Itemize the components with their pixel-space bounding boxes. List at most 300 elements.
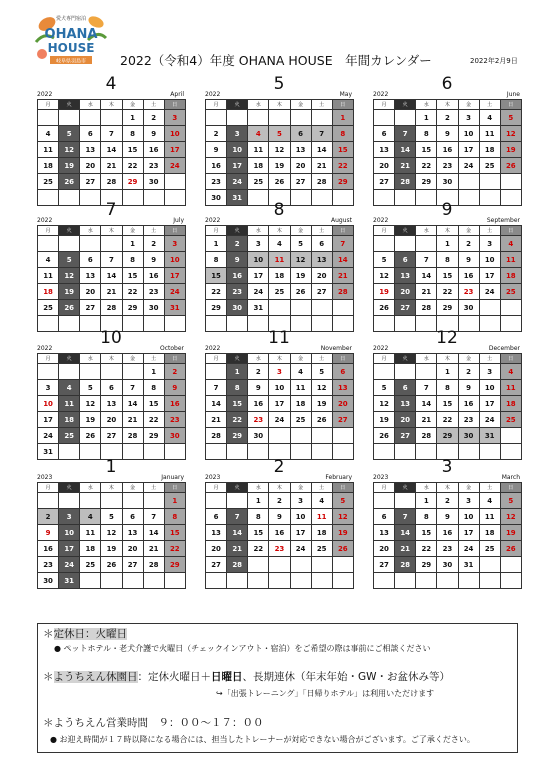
- week-row: [374, 158, 522, 174]
- day-cell: 10: [458, 126, 479, 142]
- weekday-header: 土: [311, 100, 332, 110]
- day-cell: 26: [59, 300, 80, 316]
- day-cell: 5: [269, 126, 290, 142]
- day-cell: 18: [500, 396, 521, 412]
- month-header: [373, 328, 521, 353]
- day-cell: 24: [248, 284, 269, 300]
- day-cell: [479, 174, 500, 190]
- day-cell: 19: [374, 412, 395, 428]
- day-cell: 22: [416, 158, 437, 174]
- weekday-header: 水: [416, 100, 437, 110]
- day-cell: 24: [164, 158, 185, 174]
- weekday-header: 火: [395, 226, 416, 236]
- day-cell: 2: [206, 126, 227, 142]
- weekday-header-row: [38, 483, 186, 493]
- day-cell: 5: [80, 380, 101, 396]
- weekday-header: 金: [458, 226, 479, 236]
- month-header: [205, 74, 353, 99]
- weekday-header-row: [206, 483, 354, 493]
- weekday-header: 土: [311, 354, 332, 364]
- day-cell: 10: [38, 396, 59, 412]
- weekday-header: 月: [206, 483, 227, 493]
- day-cell: 30: [38, 573, 59, 589]
- weekday-header: 木: [101, 100, 122, 110]
- day-cell: 26: [500, 541, 521, 557]
- week-row: [38, 428, 186, 444]
- day-cell: 15: [248, 525, 269, 541]
- weekday-header: 月: [38, 354, 59, 364]
- document-date: 2022年2月9日: [470, 57, 518, 65]
- day-cell: 22: [416, 541, 437, 557]
- weekday-header: 月: [38, 226, 59, 236]
- month-table: [373, 99, 522, 206]
- day-cell: 21: [227, 541, 248, 557]
- day-cell: 26: [374, 428, 395, 444]
- weekday-header: 土: [479, 483, 500, 493]
- day-cell: [374, 110, 395, 126]
- month-name: October: [159, 345, 184, 352]
- month-table: [37, 353, 186, 460]
- closed-day-star: ＊: [43, 628, 54, 640]
- day-cell: 9: [206, 142, 227, 158]
- day-cell: 7: [227, 509, 248, 525]
- weekday-header: 日: [332, 483, 353, 493]
- week-row: [206, 252, 354, 268]
- weekday-header: 土: [479, 354, 500, 364]
- day-cell: [38, 110, 59, 126]
- day-cell: 29: [416, 557, 437, 573]
- week-row: [374, 525, 522, 541]
- day-cell: 14: [206, 396, 227, 412]
- day-cell: 9: [458, 252, 479, 268]
- day-cell: 14: [311, 142, 332, 158]
- day-cell: [311, 557, 332, 573]
- month-name: January: [161, 474, 184, 481]
- day-cell: 2: [143, 236, 164, 252]
- day-cell: 22: [122, 158, 143, 174]
- closed-day-title: 定休日：火曜日: [53, 628, 127, 640]
- logo-line2: OHANA: [44, 27, 98, 42]
- day-cell: 29: [227, 428, 248, 444]
- day-cell: 8: [122, 126, 143, 142]
- week-row: [38, 364, 186, 380]
- weekday-header: 土: [143, 354, 164, 364]
- day-cell: 30: [143, 174, 164, 190]
- day-cell: [143, 573, 164, 589]
- month-header: [37, 74, 185, 99]
- day-cell: 17: [164, 268, 185, 284]
- day-cell: 16: [269, 525, 290, 541]
- month-table: [373, 482, 522, 589]
- day-cell: 27: [290, 174, 311, 190]
- day-cell: 22: [227, 412, 248, 428]
- week-row: [206, 493, 354, 509]
- day-cell: [332, 300, 353, 316]
- weekday-header: 木: [269, 354, 290, 364]
- month-number: 8: [273, 200, 285, 220]
- day-cell: [395, 573, 416, 589]
- day-cell: [290, 428, 311, 444]
- day-cell: 6: [374, 126, 395, 142]
- month-calendar: [205, 200, 353, 332]
- day-cell: 24: [59, 557, 80, 573]
- notes-box: [37, 623, 518, 753]
- weekday-header-row: [38, 226, 186, 236]
- day-cell: 22: [332, 158, 353, 174]
- month-table: [373, 353, 522, 460]
- day-cell: 23: [143, 158, 164, 174]
- day-cell: 13: [332, 380, 353, 396]
- week-row: [38, 412, 186, 428]
- day-cell: 3: [164, 236, 185, 252]
- day-cell: 25: [269, 284, 290, 300]
- kinder-closed-heading: [43, 669, 450, 684]
- weekday-header: 土: [143, 100, 164, 110]
- day-cell: 23: [38, 557, 59, 573]
- week-row: [374, 284, 522, 300]
- week-row: [38, 300, 186, 316]
- day-cell: 24: [458, 541, 479, 557]
- weekday-header: 水: [80, 100, 101, 110]
- day-cell: 25: [59, 428, 80, 444]
- day-cell: 14: [395, 142, 416, 158]
- day-cell: 21: [206, 412, 227, 428]
- day-cell: 1: [437, 364, 458, 380]
- day-cell: 19: [290, 268, 311, 284]
- day-cell: [374, 573, 395, 589]
- month-number: 7: [105, 200, 117, 220]
- day-cell: 27: [374, 557, 395, 573]
- day-cell: 15: [206, 268, 227, 284]
- weekday-header: 月: [206, 226, 227, 236]
- weekday-header: 火: [395, 354, 416, 364]
- week-row: [38, 573, 186, 589]
- day-cell: 28: [101, 174, 122, 190]
- day-cell: 31: [164, 300, 185, 316]
- day-cell: 24: [269, 412, 290, 428]
- weekday-header: 土: [311, 226, 332, 236]
- day-cell: [227, 573, 248, 589]
- weekday-header-row: [38, 354, 186, 364]
- day-cell: 17: [479, 268, 500, 284]
- day-cell: 12: [80, 396, 101, 412]
- weekday-header: 木: [269, 100, 290, 110]
- day-cell: [101, 493, 122, 509]
- week-row: [206, 142, 354, 158]
- month-calendar: [373, 200, 521, 332]
- month-header: [373, 74, 521, 99]
- weekday-header: 日: [332, 100, 353, 110]
- day-cell: 7: [143, 509, 164, 525]
- weekday-header: 日: [164, 354, 185, 364]
- weekday-header: 土: [143, 226, 164, 236]
- day-cell: 17: [290, 525, 311, 541]
- weekday-header: 日: [164, 100, 185, 110]
- weekday-header: 木: [437, 226, 458, 236]
- month-name: February: [325, 474, 352, 481]
- day-cell: 15: [122, 142, 143, 158]
- day-cell: 23: [269, 541, 290, 557]
- month-table: [205, 225, 354, 332]
- day-cell: 21: [332, 268, 353, 284]
- weekday-header: 日: [500, 100, 521, 110]
- weekday-header: 金: [122, 354, 143, 364]
- month-number: 9: [441, 200, 453, 220]
- day-cell: 7: [311, 126, 332, 142]
- day-cell: 1: [143, 364, 164, 380]
- month-calendar: [205, 74, 353, 206]
- day-cell: 21: [395, 541, 416, 557]
- day-cell: 10: [59, 525, 80, 541]
- day-cell: 10: [458, 509, 479, 525]
- day-cell: 7: [395, 126, 416, 142]
- day-cell: 29: [143, 428, 164, 444]
- week-row: [374, 252, 522, 268]
- month-number: 2: [273, 457, 285, 477]
- day-cell: 5: [374, 380, 395, 396]
- day-cell: 2: [38, 509, 59, 525]
- day-cell: [311, 300, 332, 316]
- day-cell: 6: [122, 509, 143, 525]
- day-cell: 19: [101, 541, 122, 557]
- day-cell: 30: [437, 557, 458, 573]
- day-cell: 29: [437, 300, 458, 316]
- day-cell: [38, 493, 59, 509]
- day-cell: [290, 300, 311, 316]
- day-cell: 18: [38, 284, 59, 300]
- weekday-header-row: [206, 100, 354, 110]
- day-cell: 6: [332, 364, 353, 380]
- month-number: 6: [441, 74, 453, 94]
- day-cell: 23: [227, 284, 248, 300]
- day-cell: 26: [311, 412, 332, 428]
- day-cell: 10: [290, 509, 311, 525]
- day-cell: 28: [416, 300, 437, 316]
- day-cell: 11: [479, 509, 500, 525]
- day-cell: [227, 110, 248, 126]
- day-cell: 12: [500, 126, 521, 142]
- day-cell: 13: [101, 396, 122, 412]
- day-cell: 15: [332, 142, 353, 158]
- weekday-header: 金: [458, 483, 479, 493]
- day-cell: 15: [416, 525, 437, 541]
- month-year: 2023: [37, 474, 53, 481]
- day-cell: 27: [311, 284, 332, 300]
- day-cell: 18: [80, 541, 101, 557]
- day-cell: 4: [500, 236, 521, 252]
- day-cell: [500, 557, 521, 573]
- day-cell: 20: [80, 284, 101, 300]
- day-cell: 13: [290, 142, 311, 158]
- day-cell: 27: [395, 300, 416, 316]
- day-cell: [395, 236, 416, 252]
- day-cell: 21: [101, 284, 122, 300]
- day-cell: [290, 573, 311, 589]
- day-cell: 1: [122, 110, 143, 126]
- month-header: [37, 200, 185, 225]
- day-cell: 13: [395, 268, 416, 284]
- day-cell: 18: [59, 412, 80, 428]
- day-cell: [59, 364, 80, 380]
- day-cell: 28: [227, 557, 248, 573]
- day-cell: [80, 236, 101, 252]
- weekday-header-row: [206, 226, 354, 236]
- day-cell: [290, 557, 311, 573]
- month-calendar: [37, 457, 185, 589]
- day-cell: 23: [164, 412, 185, 428]
- day-cell: 19: [332, 525, 353, 541]
- day-cell: 4: [290, 364, 311, 380]
- weekday-header-row: [374, 100, 522, 110]
- week-row: [374, 142, 522, 158]
- day-cell: [311, 110, 332, 126]
- day-cell: 5: [374, 252, 395, 268]
- day-cell: 23: [458, 412, 479, 428]
- day-cell: 28: [416, 428, 437, 444]
- month-year: 2022: [205, 217, 221, 224]
- weekday-header: 日: [164, 226, 185, 236]
- weekday-header: 火: [395, 100, 416, 110]
- day-cell: 20: [332, 396, 353, 412]
- week-row: [374, 428, 522, 444]
- day-cell: 21: [395, 158, 416, 174]
- day-cell: 2: [143, 110, 164, 126]
- day-cell: 10: [479, 380, 500, 396]
- day-cell: 14: [101, 268, 122, 284]
- day-cell: [38, 364, 59, 380]
- day-cell: 27: [332, 412, 353, 428]
- day-cell: 11: [38, 142, 59, 158]
- day-cell: 10: [479, 252, 500, 268]
- day-cell: 13: [374, 142, 395, 158]
- week-row: [374, 236, 522, 252]
- day-cell: 14: [101, 142, 122, 158]
- day-cell: 20: [206, 541, 227, 557]
- day-cell: [269, 110, 290, 126]
- day-cell: [395, 110, 416, 126]
- day-cell: 8: [437, 380, 458, 396]
- day-cell: 2: [458, 236, 479, 252]
- day-cell: 25: [80, 557, 101, 573]
- hours-sub-text: ● お迎え時間が１７時以降になる場合には、担当したトレーナーが対応できない場合がございます。ご了承ください。: [50, 735, 475, 744]
- day-cell: [374, 493, 395, 509]
- weekday-header: 火: [227, 100, 248, 110]
- day-cell: 18: [479, 142, 500, 158]
- day-cell: 22: [437, 284, 458, 300]
- day-cell: 12: [500, 509, 521, 525]
- weekday-header: 木: [101, 226, 122, 236]
- week-row: [206, 557, 354, 573]
- weekday-header: 水: [248, 483, 269, 493]
- day-cell: 12: [101, 525, 122, 541]
- month-year: 2022: [373, 217, 389, 224]
- day-cell: 14: [416, 268, 437, 284]
- month-number: 10: [100, 328, 122, 348]
- weekday-header: 水: [248, 354, 269, 364]
- week-row: [206, 412, 354, 428]
- month-calendar: [373, 328, 521, 460]
- weekday-header: 水: [80, 354, 101, 364]
- day-cell: 18: [38, 158, 59, 174]
- day-cell: 1: [227, 364, 248, 380]
- day-cell: 8: [416, 509, 437, 525]
- day-cell: 14: [122, 396, 143, 412]
- day-cell: 5: [500, 110, 521, 126]
- day-cell: 11: [479, 126, 500, 142]
- day-cell: 17: [59, 541, 80, 557]
- day-cell: 2: [269, 493, 290, 509]
- day-cell: 26: [290, 284, 311, 300]
- week-row: [206, 541, 354, 557]
- day-cell: 4: [80, 509, 101, 525]
- day-cell: [227, 493, 248, 509]
- day-cell: 21: [311, 158, 332, 174]
- day-cell: 25: [38, 300, 59, 316]
- month-number: 1: [105, 457, 117, 477]
- month-name: September: [486, 217, 520, 224]
- month-calendar: [37, 74, 185, 206]
- day-cell: 16: [437, 142, 458, 158]
- month-year: 2022: [373, 345, 389, 352]
- day-cell: 4: [269, 236, 290, 252]
- weekday-header: 木: [269, 226, 290, 236]
- month-number: 12: [436, 328, 458, 348]
- weekday-header: 土: [479, 100, 500, 110]
- kinder-sub-text: ↪「出張トレーニング」「日帰りホテル」は利用いただけます: [216, 689, 435, 698]
- day-cell: 15: [143, 396, 164, 412]
- day-cell: 31: [38, 444, 59, 460]
- day-cell: 5: [332, 493, 353, 509]
- week-row: [206, 126, 354, 142]
- kinder-star: ＊: [43, 671, 54, 683]
- day-cell: 16: [143, 142, 164, 158]
- day-cell: 14: [227, 525, 248, 541]
- day-cell: 31: [227, 190, 248, 206]
- month-calendar: [373, 74, 521, 206]
- day-cell: 26: [500, 158, 521, 174]
- weekday-header: 水: [248, 226, 269, 236]
- day-cell: 12: [59, 268, 80, 284]
- day-cell: 13: [80, 268, 101, 284]
- day-cell: 25: [248, 174, 269, 190]
- week-row: [374, 541, 522, 557]
- day-cell: 12: [332, 509, 353, 525]
- week-row: [374, 509, 522, 525]
- day-cell: 17: [269, 396, 290, 412]
- day-cell: [332, 557, 353, 573]
- day-cell: 16: [164, 396, 185, 412]
- day-cell: 2: [437, 110, 458, 126]
- day-cell: 7: [416, 380, 437, 396]
- week-row: [206, 174, 354, 190]
- day-cell: [332, 573, 353, 589]
- day-cell: 1: [416, 110, 437, 126]
- day-cell: 19: [80, 412, 101, 428]
- month-header: [373, 200, 521, 225]
- day-cell: 22: [143, 412, 164, 428]
- weekday-header: 火: [227, 354, 248, 364]
- week-row: [206, 236, 354, 252]
- page-title: 2022（令和4）年度 OHANA HOUSE 年間カレンダー: [120, 53, 432, 68]
- day-cell: 21: [416, 412, 437, 428]
- weekday-header: 木: [437, 354, 458, 364]
- weekday-header: 金: [290, 226, 311, 236]
- day-cell: 11: [311, 509, 332, 525]
- month-table: [205, 482, 354, 589]
- day-cell: [395, 364, 416, 380]
- week-row: [38, 493, 186, 509]
- month-table: [37, 99, 186, 206]
